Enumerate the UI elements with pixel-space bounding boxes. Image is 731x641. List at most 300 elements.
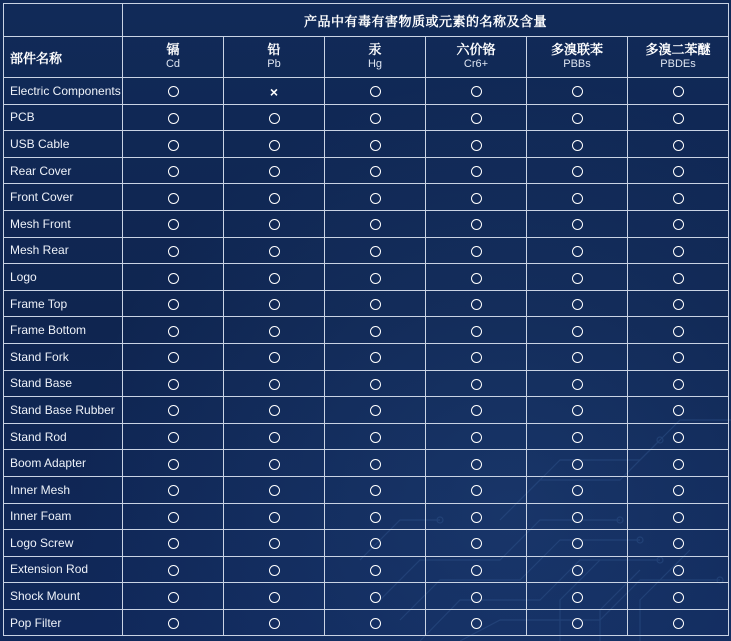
within-limit-circle-mark xyxy=(269,273,280,284)
mark-cell-pbdes xyxy=(628,503,729,530)
within-limit-circle-mark xyxy=(168,193,179,204)
mark-cell-cd xyxy=(123,450,224,477)
within-limit-circle-mark xyxy=(471,485,482,496)
table-row xyxy=(4,317,729,344)
mark-cell-pbdes xyxy=(628,157,729,184)
within-limit-circle-mark xyxy=(370,512,381,523)
within-limit-circle-mark xyxy=(370,246,381,257)
within-limit-circle-mark xyxy=(370,432,381,443)
within-limit-circle-mark xyxy=(673,592,684,603)
mark-cell-pbbs xyxy=(527,184,628,211)
within-limit-circle-mark xyxy=(168,512,179,523)
within-limit-circle-mark xyxy=(572,140,583,151)
mark-cell-pb xyxy=(224,343,325,370)
within-limit-circle-mark xyxy=(370,193,381,204)
within-limit-circle-mark xyxy=(471,565,482,576)
mark-cell-hg xyxy=(325,131,426,158)
table-row xyxy=(4,609,729,636)
within-limit-circle-mark xyxy=(168,352,179,363)
mark-cell-pbdes xyxy=(628,476,729,503)
substance-zh: 铅 xyxy=(267,42,281,57)
mark-cell-pb xyxy=(224,609,325,636)
mark-cell-cr6 xyxy=(426,583,527,610)
within-limit-circle-mark xyxy=(269,379,280,390)
mark-cell-cr6 xyxy=(426,503,527,530)
mark-cell-pbdes xyxy=(628,397,729,424)
within-limit-circle-mark xyxy=(471,618,482,629)
mark-cell-pbdes xyxy=(628,317,729,344)
within-limit-circle-mark xyxy=(269,140,280,151)
mark-cell-pbbs xyxy=(527,264,628,291)
mark-cell-cd xyxy=(123,184,224,211)
within-limit-circle-mark xyxy=(168,219,179,230)
substance-symbol: Cr6+ xyxy=(463,58,489,70)
mark-cell-hg xyxy=(325,78,426,105)
within-limit-circle-mark xyxy=(168,326,179,337)
part-name-cell: Inner Mesh xyxy=(4,476,123,503)
mark-cell-pbbs xyxy=(527,131,628,158)
within-limit-circle-mark xyxy=(572,113,583,124)
within-limit-circle-mark xyxy=(269,405,280,416)
within-limit-circle-mark xyxy=(269,113,280,124)
part-name-cell: USB Cable xyxy=(4,131,123,158)
within-limit-circle-mark xyxy=(572,86,583,97)
part-name-cell: Frame Bottom xyxy=(4,317,123,344)
part-name-cell: Stand Base xyxy=(4,370,123,397)
substance-zh: 六价铬 xyxy=(456,42,496,57)
substance-zh: 镉 xyxy=(166,42,180,57)
mark-cell-hg xyxy=(325,423,426,450)
mark-cell-hg xyxy=(325,609,426,636)
table-title-row xyxy=(4,4,729,37)
mark-cell-pb xyxy=(224,317,325,344)
part-name-cell: Logo Screw xyxy=(4,530,123,557)
within-limit-circle-mark xyxy=(370,405,381,416)
within-limit-circle-mark xyxy=(370,459,381,470)
within-limit-circle-mark xyxy=(370,538,381,549)
part-name-cell: Mesh Rear xyxy=(4,237,123,264)
within-limit-circle-mark xyxy=(471,405,482,416)
mark-cell-cr6 xyxy=(426,343,527,370)
part-name-cell: Stand Rod xyxy=(4,423,123,450)
table-row xyxy=(4,530,729,557)
mark-cell-pb xyxy=(224,530,325,557)
within-limit-circle-mark xyxy=(673,166,684,177)
within-limit-circle-mark xyxy=(572,246,583,257)
mark-cell-cr6 xyxy=(426,157,527,184)
mark-cell-pbbs xyxy=(527,423,628,450)
within-limit-circle-mark xyxy=(471,193,482,204)
part-name-cell: Boom Adapter xyxy=(4,450,123,477)
within-limit-circle-mark xyxy=(673,140,684,151)
within-limit-circle-mark xyxy=(572,565,583,576)
table-row xyxy=(4,184,729,211)
mark-cell-pbbs xyxy=(527,104,628,131)
table-row xyxy=(4,370,729,397)
within-limit-circle-mark xyxy=(370,379,381,390)
mark-cell-cd xyxy=(123,104,224,131)
within-limit-circle-mark xyxy=(673,485,684,496)
within-limit-circle-mark xyxy=(572,193,583,204)
within-limit-circle-mark xyxy=(673,326,684,337)
mark-cell-pb xyxy=(224,131,325,158)
mark-cell-cr6 xyxy=(426,317,527,344)
within-limit-circle-mark xyxy=(269,538,280,549)
within-limit-circle-mark xyxy=(572,326,583,337)
substance-header-pbbs xyxy=(527,37,628,78)
within-limit-circle-mark xyxy=(168,113,179,124)
mark-cell-hg xyxy=(325,397,426,424)
mark-cell-pbbs xyxy=(527,157,628,184)
part-name-header: 部件名称 xyxy=(4,37,123,78)
part-name-cell: Frame Top xyxy=(4,290,123,317)
within-limit-circle-mark xyxy=(673,246,684,257)
within-limit-circle-mark xyxy=(471,538,482,549)
mark-cell-hg xyxy=(325,370,426,397)
mark-cell-pbbs xyxy=(527,583,628,610)
mark-cell-pbdes xyxy=(628,609,729,636)
table-row xyxy=(4,104,729,131)
mark-cell-cr6 xyxy=(426,370,527,397)
mark-cell-cd xyxy=(123,290,224,317)
within-limit-circle-mark xyxy=(572,512,583,523)
table-row xyxy=(4,264,729,291)
table-row xyxy=(4,397,729,424)
mark-cell-cr6 xyxy=(426,476,527,503)
within-limit-circle-mark xyxy=(370,166,381,177)
table-row xyxy=(4,503,729,530)
table-row xyxy=(4,131,729,158)
within-limit-circle-mark xyxy=(168,379,179,390)
within-limit-circle-mark xyxy=(572,352,583,363)
within-limit-circle-mark xyxy=(168,432,179,443)
within-limit-circle-mark xyxy=(370,592,381,603)
within-limit-circle-mark xyxy=(471,326,482,337)
mark-cell-pbbs xyxy=(527,450,628,477)
mark-cell-cr6 xyxy=(426,237,527,264)
within-limit-circle-mark xyxy=(673,86,684,97)
table-row xyxy=(4,290,729,317)
mark-cell-hg xyxy=(325,556,426,583)
substance-header-pb xyxy=(224,37,325,78)
mark-cell-cr6 xyxy=(426,290,527,317)
mark-cell-cr6 xyxy=(426,609,527,636)
mark-cell-hg xyxy=(325,264,426,291)
within-limit-circle-mark xyxy=(673,538,684,549)
within-limit-circle-mark xyxy=(673,273,684,284)
mark-cell-pbdes xyxy=(628,131,729,158)
within-limit-circle-mark xyxy=(370,140,381,151)
within-limit-circle-mark xyxy=(269,352,280,363)
within-limit-circle-mark xyxy=(269,618,280,629)
mark-cell-cr6 xyxy=(426,78,527,105)
within-limit-circle-mark xyxy=(572,459,583,470)
substance-symbol: Cd xyxy=(165,58,181,70)
part-name-cell: Logo xyxy=(4,264,123,291)
mark-cell-pb xyxy=(224,237,325,264)
mark-cell-cd xyxy=(123,264,224,291)
mark-cell-hg xyxy=(325,317,426,344)
blank-corner-cell xyxy=(4,4,123,37)
mark-cell-cd xyxy=(123,317,224,344)
substance-zh: 多溴二苯醚 xyxy=(645,42,711,57)
within-limit-circle-mark xyxy=(471,113,482,124)
within-limit-circle-mark xyxy=(269,326,280,337)
within-limit-circle-mark xyxy=(572,538,583,549)
within-limit-circle-mark xyxy=(471,299,482,310)
mark-cell-pbdes xyxy=(628,530,729,557)
within-limit-circle-mark xyxy=(471,432,482,443)
within-limit-circle-mark xyxy=(370,86,381,97)
mark-cell-cr6 xyxy=(426,556,527,583)
mark-cell-cr6 xyxy=(426,423,527,450)
mark-cell-pbbs xyxy=(527,210,628,237)
mark-cell-cr6 xyxy=(426,397,527,424)
within-limit-circle-mark xyxy=(370,618,381,629)
within-limit-circle-mark xyxy=(673,113,684,124)
within-limit-circle-mark xyxy=(269,166,280,177)
mark-cell-pbdes xyxy=(628,210,729,237)
table-row xyxy=(4,583,729,610)
mark-cell-pbbs xyxy=(527,370,628,397)
part-name-cell: Front Cover xyxy=(4,184,123,211)
part-name-cell: Shock Mount xyxy=(4,583,123,610)
mark-cell-pb xyxy=(224,583,325,610)
mark-cell-pb xyxy=(224,476,325,503)
mark-cell-cr6 xyxy=(426,530,527,557)
mark-cell-hg xyxy=(325,530,426,557)
mark-cell-pb xyxy=(224,210,325,237)
mark-cell-cd xyxy=(123,131,224,158)
within-limit-circle-mark xyxy=(168,565,179,576)
table-row xyxy=(4,78,729,105)
mark-cell-pbdes xyxy=(628,370,729,397)
within-limit-circle-mark xyxy=(168,140,179,151)
mark-cell-cd xyxy=(123,237,224,264)
within-limit-circle-mark xyxy=(269,299,280,310)
within-limit-circle-mark xyxy=(168,273,179,284)
mark-cell-pbdes xyxy=(628,450,729,477)
within-limit-circle-mark xyxy=(168,485,179,496)
mark-cell-pb xyxy=(224,104,325,131)
substance-symbol: PBDEs xyxy=(660,58,696,70)
within-limit-circle-mark xyxy=(269,459,280,470)
mark-cell-hg xyxy=(325,583,426,610)
table-row xyxy=(4,343,729,370)
within-limit-circle-mark xyxy=(673,512,684,523)
mark-cell-pbdes xyxy=(628,343,729,370)
mark-cell-pbbs xyxy=(527,317,628,344)
mark-cell-cd xyxy=(123,210,224,237)
mark-cell-pbbs xyxy=(527,290,628,317)
within-limit-circle-mark xyxy=(269,246,280,257)
within-limit-circle-mark xyxy=(572,379,583,390)
within-limit-circle-mark xyxy=(471,273,482,284)
within-limit-circle-mark xyxy=(572,299,583,310)
mark-cell-hg xyxy=(325,450,426,477)
mark-cell-cd xyxy=(123,78,224,105)
within-limit-circle-mark xyxy=(269,592,280,603)
within-limit-circle-mark xyxy=(572,166,583,177)
substance-symbol: Hg xyxy=(367,58,383,70)
within-limit-circle-mark xyxy=(370,485,381,496)
mark-cell-pbbs xyxy=(527,556,628,583)
mark-cell-pb xyxy=(224,78,325,105)
mark-cell-cd xyxy=(123,609,224,636)
mark-cell-cd xyxy=(123,583,224,610)
within-limit-circle-mark xyxy=(572,219,583,230)
within-limit-circle-mark xyxy=(572,273,583,284)
within-limit-circle-mark xyxy=(269,193,280,204)
mark-cell-pbbs xyxy=(527,397,628,424)
within-limit-circle-mark xyxy=(471,140,482,151)
substance-symbol: Pb xyxy=(267,58,281,70)
mark-cell-cr6 xyxy=(426,264,527,291)
within-limit-circle-mark xyxy=(269,512,280,523)
mark-cell-cr6 xyxy=(426,184,527,211)
part-name-cell: Pop Filter xyxy=(4,609,123,636)
mark-cell-cd xyxy=(123,423,224,450)
mark-cell-hg xyxy=(325,343,426,370)
within-limit-circle-mark xyxy=(471,379,482,390)
mark-cell-hg xyxy=(325,184,426,211)
mark-cell-cr6 xyxy=(426,210,527,237)
table-title: 产品中有毒有害物质或元素的名称及含量 xyxy=(123,4,729,37)
mark-cell-pb xyxy=(224,370,325,397)
within-limit-circle-mark xyxy=(168,86,179,97)
substance-header-hg xyxy=(325,37,426,78)
mark-cell-cd xyxy=(123,476,224,503)
within-limit-circle-mark xyxy=(471,459,482,470)
mark-cell-pbdes xyxy=(628,556,729,583)
mark-cell-pbbs xyxy=(527,609,628,636)
within-limit-circle-mark xyxy=(168,299,179,310)
table-body xyxy=(4,78,729,636)
mark-cell-pbbs xyxy=(527,237,628,264)
within-limit-circle-mark xyxy=(471,86,482,97)
part-name-cell: Inner Foam xyxy=(4,503,123,530)
mark-cell-pbdes xyxy=(628,290,729,317)
mark-cell-cd xyxy=(123,343,224,370)
exceeds-limit-cross-mark: × xyxy=(269,83,279,100)
mark-cell-cd xyxy=(123,157,224,184)
part-name-cell: Mesh Front xyxy=(4,210,123,237)
within-limit-circle-mark xyxy=(471,512,482,523)
within-limit-circle-mark xyxy=(673,618,684,629)
within-limit-circle-mark xyxy=(168,459,179,470)
within-limit-circle-mark xyxy=(673,352,684,363)
mark-cell-pbbs xyxy=(527,343,628,370)
within-limit-circle-mark xyxy=(168,166,179,177)
mark-cell-pb xyxy=(224,397,325,424)
within-limit-circle-mark xyxy=(370,326,381,337)
mark-cell-pb xyxy=(224,184,325,211)
within-limit-circle-mark xyxy=(168,592,179,603)
within-limit-circle-mark xyxy=(370,219,381,230)
substance-symbol: PBBs xyxy=(563,58,591,70)
part-name-cell: Stand Base Rubber xyxy=(4,397,123,424)
mark-cell-pbdes xyxy=(628,264,729,291)
mark-cell-hg xyxy=(325,476,426,503)
substance-header-cr6 xyxy=(426,37,527,78)
table-row xyxy=(4,423,729,450)
mark-cell-cd xyxy=(123,530,224,557)
part-name-cell: Stand Fork xyxy=(4,343,123,370)
substance-header-pbdes xyxy=(628,37,729,78)
mark-cell-hg xyxy=(325,237,426,264)
mark-cell-pb xyxy=(224,556,325,583)
mark-cell-cd xyxy=(123,370,224,397)
mark-cell-pbdes xyxy=(628,184,729,211)
within-limit-circle-mark xyxy=(572,432,583,443)
mark-cell-hg xyxy=(325,503,426,530)
column-header-row xyxy=(4,37,729,78)
within-limit-circle-mark xyxy=(168,538,179,549)
table-row xyxy=(4,157,729,184)
within-limit-circle-mark xyxy=(673,193,684,204)
within-limit-circle-mark xyxy=(471,352,482,363)
table-row xyxy=(4,450,729,477)
hazardous-substance-table xyxy=(3,3,729,636)
within-limit-circle-mark xyxy=(673,219,684,230)
within-limit-circle-mark xyxy=(673,432,684,443)
mark-cell-cr6 xyxy=(426,131,527,158)
mark-cell-pbbs xyxy=(527,78,628,105)
mark-cell-hg xyxy=(325,104,426,131)
table-row xyxy=(4,210,729,237)
mark-cell-cr6 xyxy=(426,450,527,477)
mark-cell-cd xyxy=(123,503,224,530)
mark-cell-pbdes xyxy=(628,237,729,264)
mark-cell-pbdes xyxy=(628,78,729,105)
mark-cell-pb xyxy=(224,503,325,530)
mark-cell-pbbs xyxy=(527,476,628,503)
within-limit-circle-mark xyxy=(269,432,280,443)
within-limit-circle-mark xyxy=(471,166,482,177)
within-limit-circle-mark xyxy=(572,592,583,603)
within-limit-circle-mark xyxy=(673,405,684,416)
mark-cell-pb xyxy=(224,450,325,477)
mark-cell-pbbs xyxy=(527,530,628,557)
within-limit-circle-mark xyxy=(370,299,381,310)
mark-cell-cr6 xyxy=(426,104,527,131)
within-limit-circle-mark xyxy=(673,299,684,310)
mark-cell-pbbs xyxy=(527,503,628,530)
mark-cell-cd xyxy=(123,397,224,424)
part-name-cell: Extension Rod xyxy=(4,556,123,583)
within-limit-circle-mark xyxy=(168,618,179,629)
mark-cell-pb xyxy=(224,264,325,291)
part-name-cell: Electric Components xyxy=(4,78,123,105)
within-limit-circle-mark xyxy=(370,352,381,363)
mark-cell-pbdes xyxy=(628,104,729,131)
within-limit-circle-mark xyxy=(673,459,684,470)
within-limit-circle-mark xyxy=(673,379,684,390)
within-limit-circle-mark xyxy=(168,405,179,416)
substance-zh: 多溴联苯 xyxy=(550,42,603,57)
substance-zh: 汞 xyxy=(368,42,382,57)
within-limit-circle-mark xyxy=(269,485,280,496)
mark-cell-hg xyxy=(325,157,426,184)
mark-cell-pbdes xyxy=(628,423,729,450)
mark-cell-pb xyxy=(224,157,325,184)
within-limit-circle-mark xyxy=(471,246,482,257)
within-limit-circle-mark xyxy=(168,246,179,257)
mark-cell-pb xyxy=(224,423,325,450)
within-limit-circle-mark xyxy=(471,219,482,230)
within-limit-circle-mark xyxy=(572,485,583,496)
within-limit-circle-mark xyxy=(471,592,482,603)
